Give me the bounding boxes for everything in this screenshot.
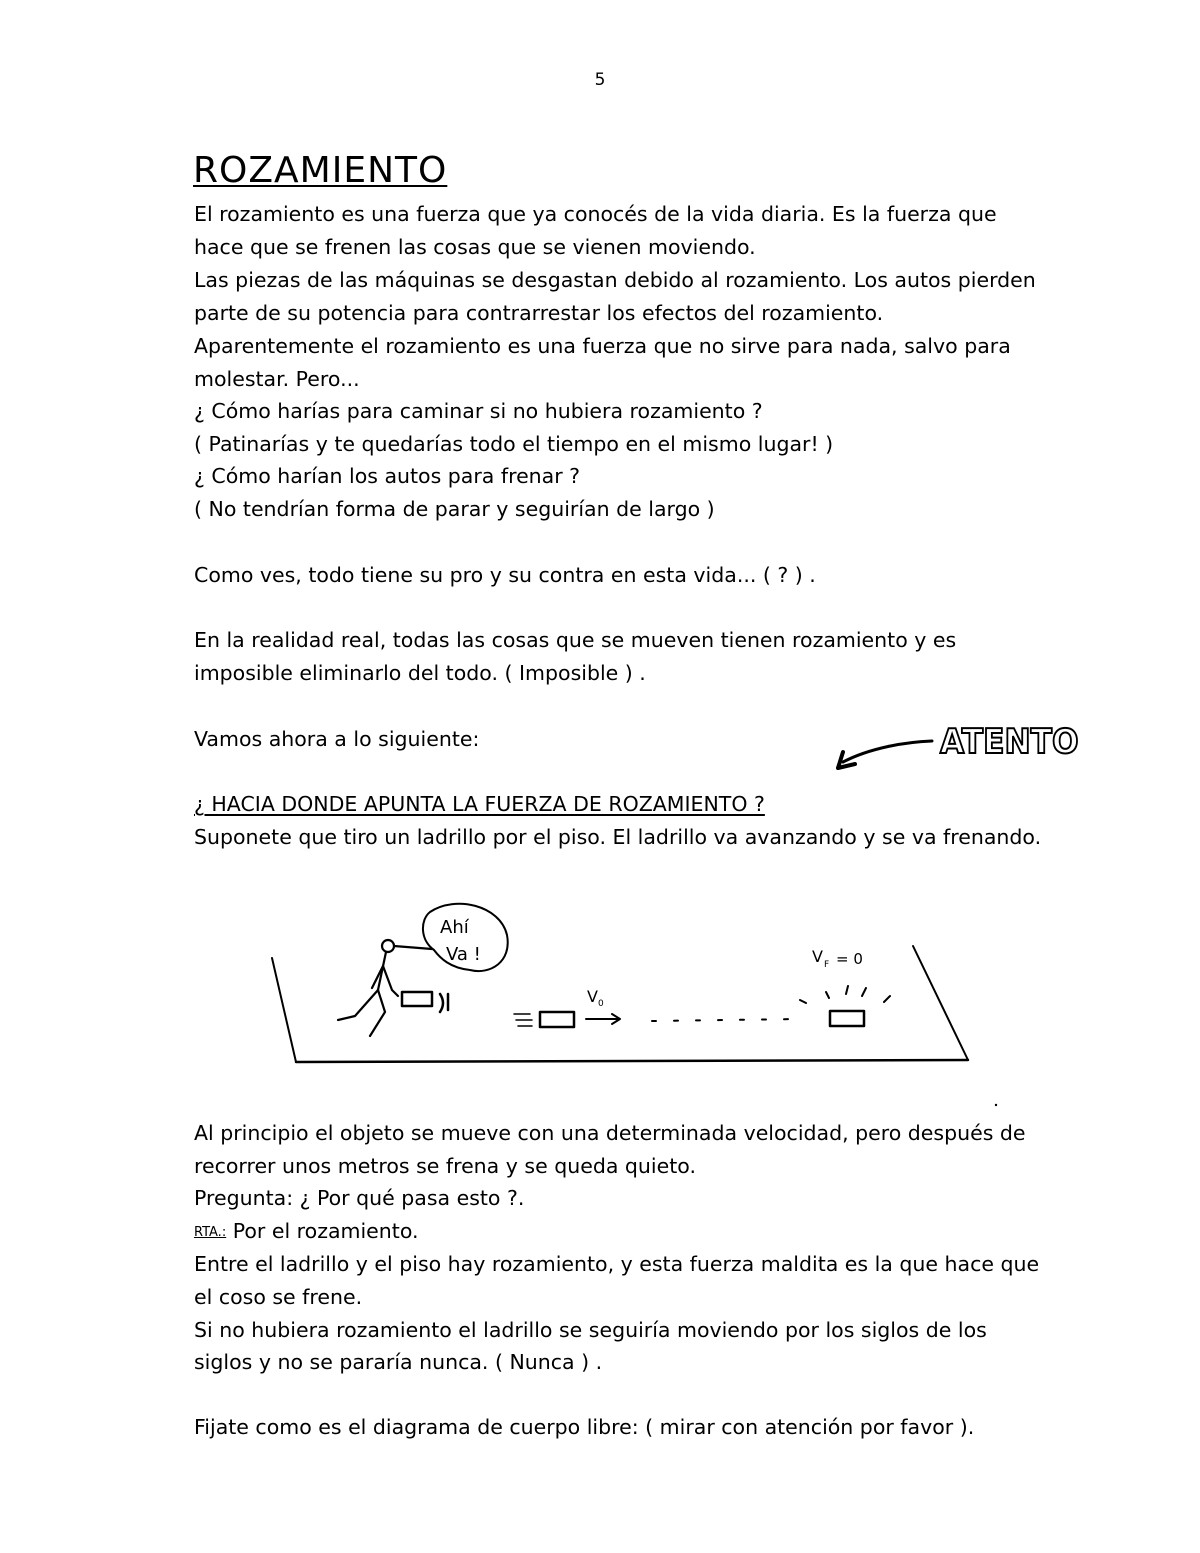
text-line: molestar. Pero... xyxy=(194,367,360,391)
atento-label: ATENTO xyxy=(940,722,1079,762)
text-line: Vamos ahora a lo siguiente: xyxy=(194,727,480,751)
answer-line: ( No tendrían forma de parar y seguirían de largo ) xyxy=(194,497,715,521)
text-line: El rozamiento es una fuerza que ya conocés de la vida diaria. Es la fuerza que xyxy=(194,202,997,226)
ground-line xyxy=(296,1060,968,1062)
text-line: Fijate como es el diagrama de cuerpo libre: ( mirar con atención por favor ). xyxy=(194,1415,975,1439)
vf-label: V xyxy=(812,947,823,966)
text-line: el coso se frene. xyxy=(194,1285,363,1309)
text-line: imposible eliminarlo del todo. ( Imposible ) . xyxy=(194,661,646,685)
page-number: 5 xyxy=(594,70,606,90)
question-line: ¿ Cómo harían los autos para frenar ? xyxy=(194,464,581,488)
vf-value: = 0 xyxy=(836,950,863,968)
text-line: Si no hubiera rozamiento el ladrillo se seguiría moviendo por los siglos de los xyxy=(194,1318,987,1342)
stopped-brick xyxy=(800,986,890,1026)
v0-subscript: 0 xyxy=(598,999,604,1009)
text-line: Al principio el objeto se mueve con una determinada velocidad, pero después de xyxy=(194,1121,1026,1145)
text-line: Aparentemente el rozamiento es una fuerza que no sirve para nada, salvo para xyxy=(194,334,1011,358)
right-wall xyxy=(913,946,968,1060)
moving-brick xyxy=(514,1012,620,1027)
text-line: Entre el ladrillo y el piso hay rozamiento, y esta fuerza maldita es la que hace que xyxy=(194,1252,1040,1276)
text-line: hace que se frenen las cosas que se vienen moviendo. xyxy=(194,235,756,259)
section-heading: ¿ HACIA DONDE APUNTA LA FUERZA DE ROZAMIENTO ? xyxy=(194,792,765,816)
text-line: parte de su potencia para contrarrestar los efectos del rozamiento. xyxy=(194,301,884,325)
text-line: Suponete que tiro un ladrillo por el piso. El ladrillo va avanzando y se va frenando. xyxy=(194,825,1042,849)
page-title: ROZAMIENTO xyxy=(193,150,448,191)
v0-label: V xyxy=(587,987,598,1006)
atento-arrow xyxy=(843,741,932,762)
text-line: siglos y no se pararía nunca. ( Nunca ) . xyxy=(194,1350,603,1374)
bubble-text-1: Ahí xyxy=(440,917,469,938)
text-line: Las piezas de las máquinas se desgastan debido al rozamiento. Los autos pierden xyxy=(194,268,1036,292)
vf-subscript: F xyxy=(824,960,830,970)
stray-dot xyxy=(995,1104,997,1106)
question-line: Pregunta: ¿ Por qué pasa esto ?. xyxy=(194,1186,525,1210)
motion-trail xyxy=(652,1019,800,1021)
rta-label: RTA.: xyxy=(194,1225,227,1240)
bubble-text-2: Va ! xyxy=(446,944,481,965)
answer-line: ( Patinarías y te quedarías todo el tiempo en el mismo lugar! ) xyxy=(194,432,834,456)
answer-text: Por el rozamiento. xyxy=(232,1219,419,1243)
text-line: recorrer unos metros se frena y se queda quieto. xyxy=(194,1154,696,1178)
answer-line xyxy=(194,1217,419,1247)
text-line: Como ves, todo tiene su pro y su contra en esta vida... ( ? ) . xyxy=(194,563,816,587)
left-wall xyxy=(272,958,296,1062)
brick-in-hand xyxy=(402,992,448,1012)
stick-figure xyxy=(338,940,432,1036)
question-line: ¿ Cómo harías para caminar si no hubiera rozamiento ? xyxy=(194,399,763,423)
text-line: En la realidad real, todas las cosas que se mueven tienen rozamiento y es xyxy=(194,628,957,652)
